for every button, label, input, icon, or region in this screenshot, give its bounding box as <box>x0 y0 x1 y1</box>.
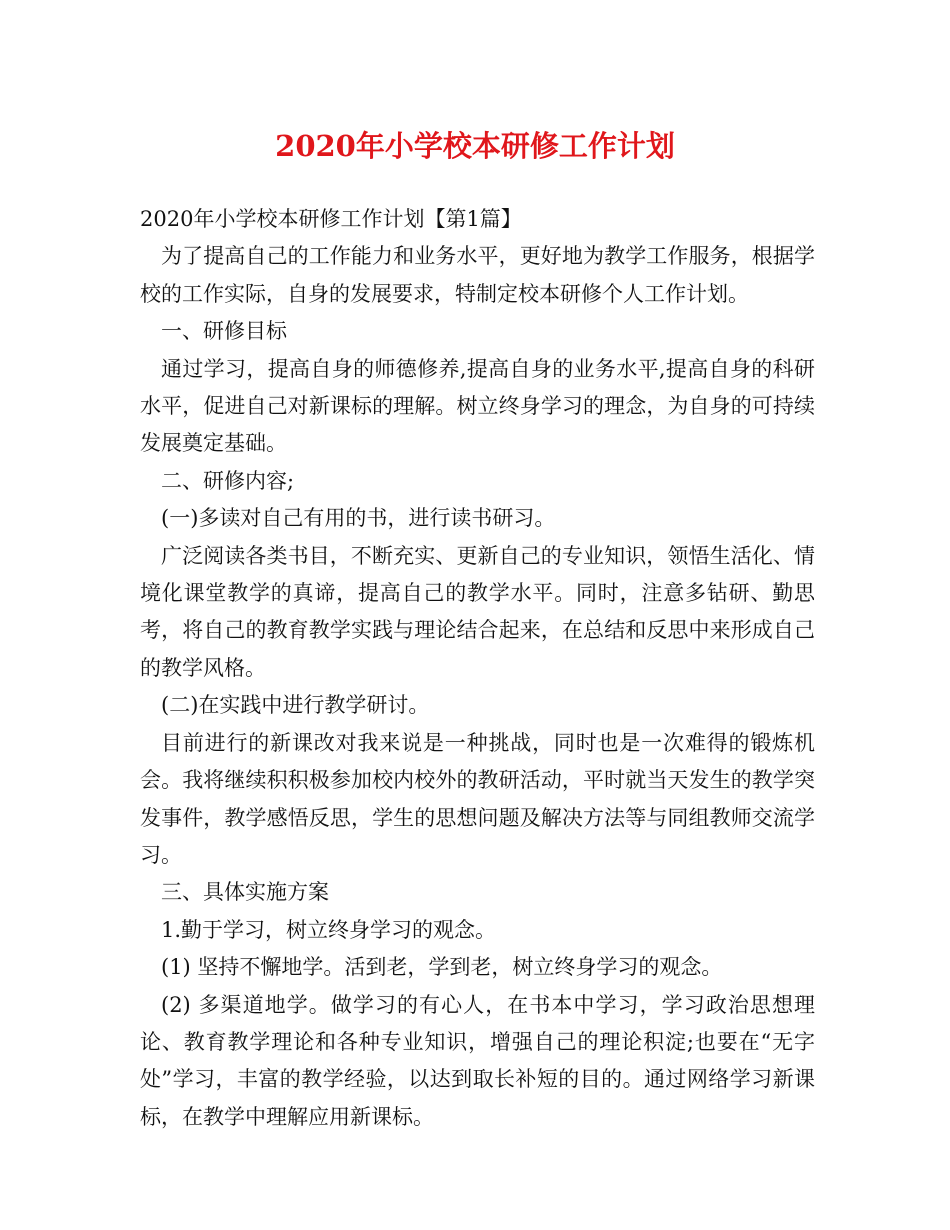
section-heading: 2020年小学校本研修工作计划【第1篇】 <box>140 207 522 231</box>
paragraph-reading: 广泛阅读各类书目，不断充实、更新自己的专业知识，领悟生活化、情境化课堂教学的真谛，提高自己的教学水平。同时，注意多钻研、勤思考，将自己的教育教学实践与理论结合起来，在总结和反思中来形成自己的教学风格。 <box>140 543 815 680</box>
list-item-1-2: (2) 多渠道地学。做学习的有心人，在书本中学习，学习政治思想理论、教育教学理论和各种专业知识，增强自己的理论积淀;也要在“无字处”学习，丰富的教学经验，以达到取长补短的目的。通过网络学习新课标，在教学中理解应用新课标。 <box>140 992 815 1129</box>
heading-content: 二、研修内容; <box>161 468 295 493</box>
paragraph-goals: 通过学习，提高自身的师德修养,提高自身的业务水平,提高自身的科研水平，促进自己对新课标的理解。树立终身学习的理念，为自身的可持续发展奠定基础。 <box>140 356 815 456</box>
list-item-1-1: (1) 坚持不懈地学。活到老，学到老，树立终身学习的观念。 <box>161 955 723 980</box>
list-item-1: 1.勤于学习，树立终身学习的观念。 <box>161 917 497 942</box>
subheading-reading: (一)多读对自己有用的书，进行读书研习。 <box>161 506 556 531</box>
subheading-practice: (二)在实践中进行教学研讨。 <box>161 693 430 718</box>
paragraph-practice: 目前进行的新课改对我来说是一种挑战，同时也是一次难得的锻炼机会。我将继续积积极参加校内校外的教研活动，平时就当天发生的教学突发事件，教学感悟反思，学生的思想问题及解决方法等与同组教师交流学习。 <box>140 730 815 867</box>
document-body <box>140 201 815 1136</box>
document-title: 2020年小学校本研修工作计划 <box>275 129 675 163</box>
paragraph-intro: 为了提高自己的工作能力和业务水平，更好地为教学工作服务，根据学校的工作实际，自身的发展要求，特制定校本研修个人工作计划。 <box>140 244 815 306</box>
heading-plan: 三、具体实施方案 <box>161 880 329 905</box>
heading-goals: 一、研修目标 <box>161 319 287 344</box>
